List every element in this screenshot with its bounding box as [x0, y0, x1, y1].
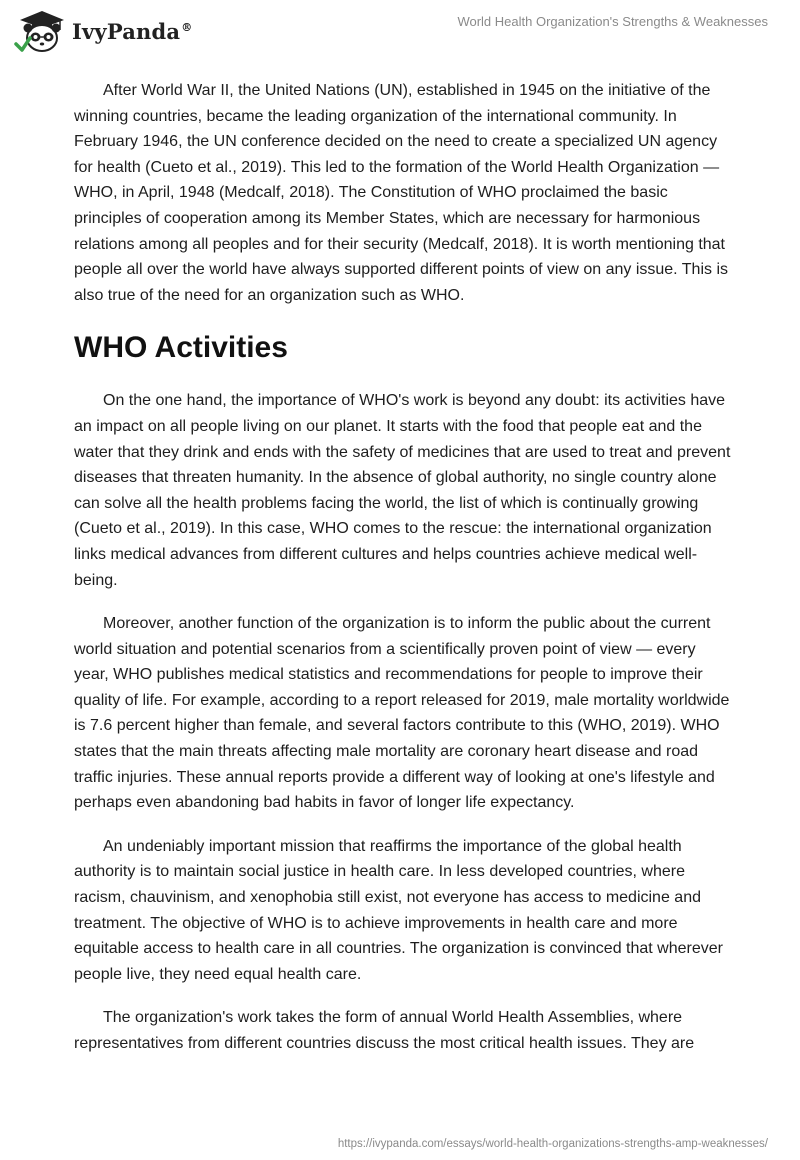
paragraph-4: The organization's work takes the form of annual World Health Assemblies, where representatives from different countries discuss the most critical health issues. They are	[74, 1009, 695, 1052]
intro-paragraph: After World War II, the United Nations (UN), established in 1945 on the initiative of the winning countries, became the leading organization of the international community. In February 1946, the UN conference decided on the need to create a specialized UN agency for health (Cueto et al., 2019). This led to the formation of the World Health Organization — WHO, in April, 1948 (Medcalf, 2018). The Constitution of WHO proclaimed the basic principles of cooperation among its Member States, which are necessary for harmonious relations among all peoples and for their security (Medcalf, 2018). It is worth mentioning that people all over the world have always supported different points of view on any issue. This is also true of the need for an organization such as WHO.	[74, 82, 728, 304]
brand-logo[interactable]	[14, 8, 192, 54]
brand-name: IvyPanda®	[72, 18, 193, 44]
page-header	[0, 0, 800, 66]
document-title: World Health Organization's Strengths & Weaknesses	[457, 14, 768, 29]
paragraph-1: On the one hand, the importance of WHO's work is beyond any doubt: its activities have an impact on all people living on our planet. It starts with the food that people eat and the water that they drink and ends with the safety of medicines that are used to treat and prevent diseases that threaten humanity. In the absence of global authority, no single country alone can solve all the health problems facing the world, the list of which is continually growing (Cueto et al., 2019). In this case, WHO comes to the rescue: the international organization links medical advances from different cultures and helps countries achieve medical well-being.	[74, 392, 731, 589]
section-heading: WHO Activities	[74, 331, 288, 365]
paragraph-2: Moreover, another function of the organization is to inform the public about the current world situation and potential scenarios from a scientifically proven point of view — every year, WHO publishes medical statistics and recommendations for people to improve their quality of life. For example, according to a report released for 2019, male mortality worldwide is 7.6 percent higher than female, and several factors contribute to this (WHO, 2019). WHO states that the main threats affecting male mortality are coronary heart disease and road traffic injuries. These annual reports provide a different way of looking at one's lifestyle and perhaps even abandoning bad habits in favor of longer life expectancy.	[74, 615, 730, 812]
panda-graduate-icon	[14, 8, 70, 54]
article-body	[74, 78, 734, 1075]
registered-mark: ®	[181, 20, 193, 34]
paragraph-3: An undeniably important mission that reaffirms the importance of the global health authority is to maintain social justice in health care. In less developed countries, where racism, chauvinism, and xenophobia still exist, not everyone has access to medicine and treatment. The objective of WHO is to achieve improvements in health care and more equitable access to health care in all countries. The organization is convinced that wherever people live, they need equal health care.	[74, 837, 723, 983]
source-url[interactable]: https://ivypanda.com/essays/world-health-organizations-strengths-amp-weaknesses/	[337, 1138, 768, 1150]
